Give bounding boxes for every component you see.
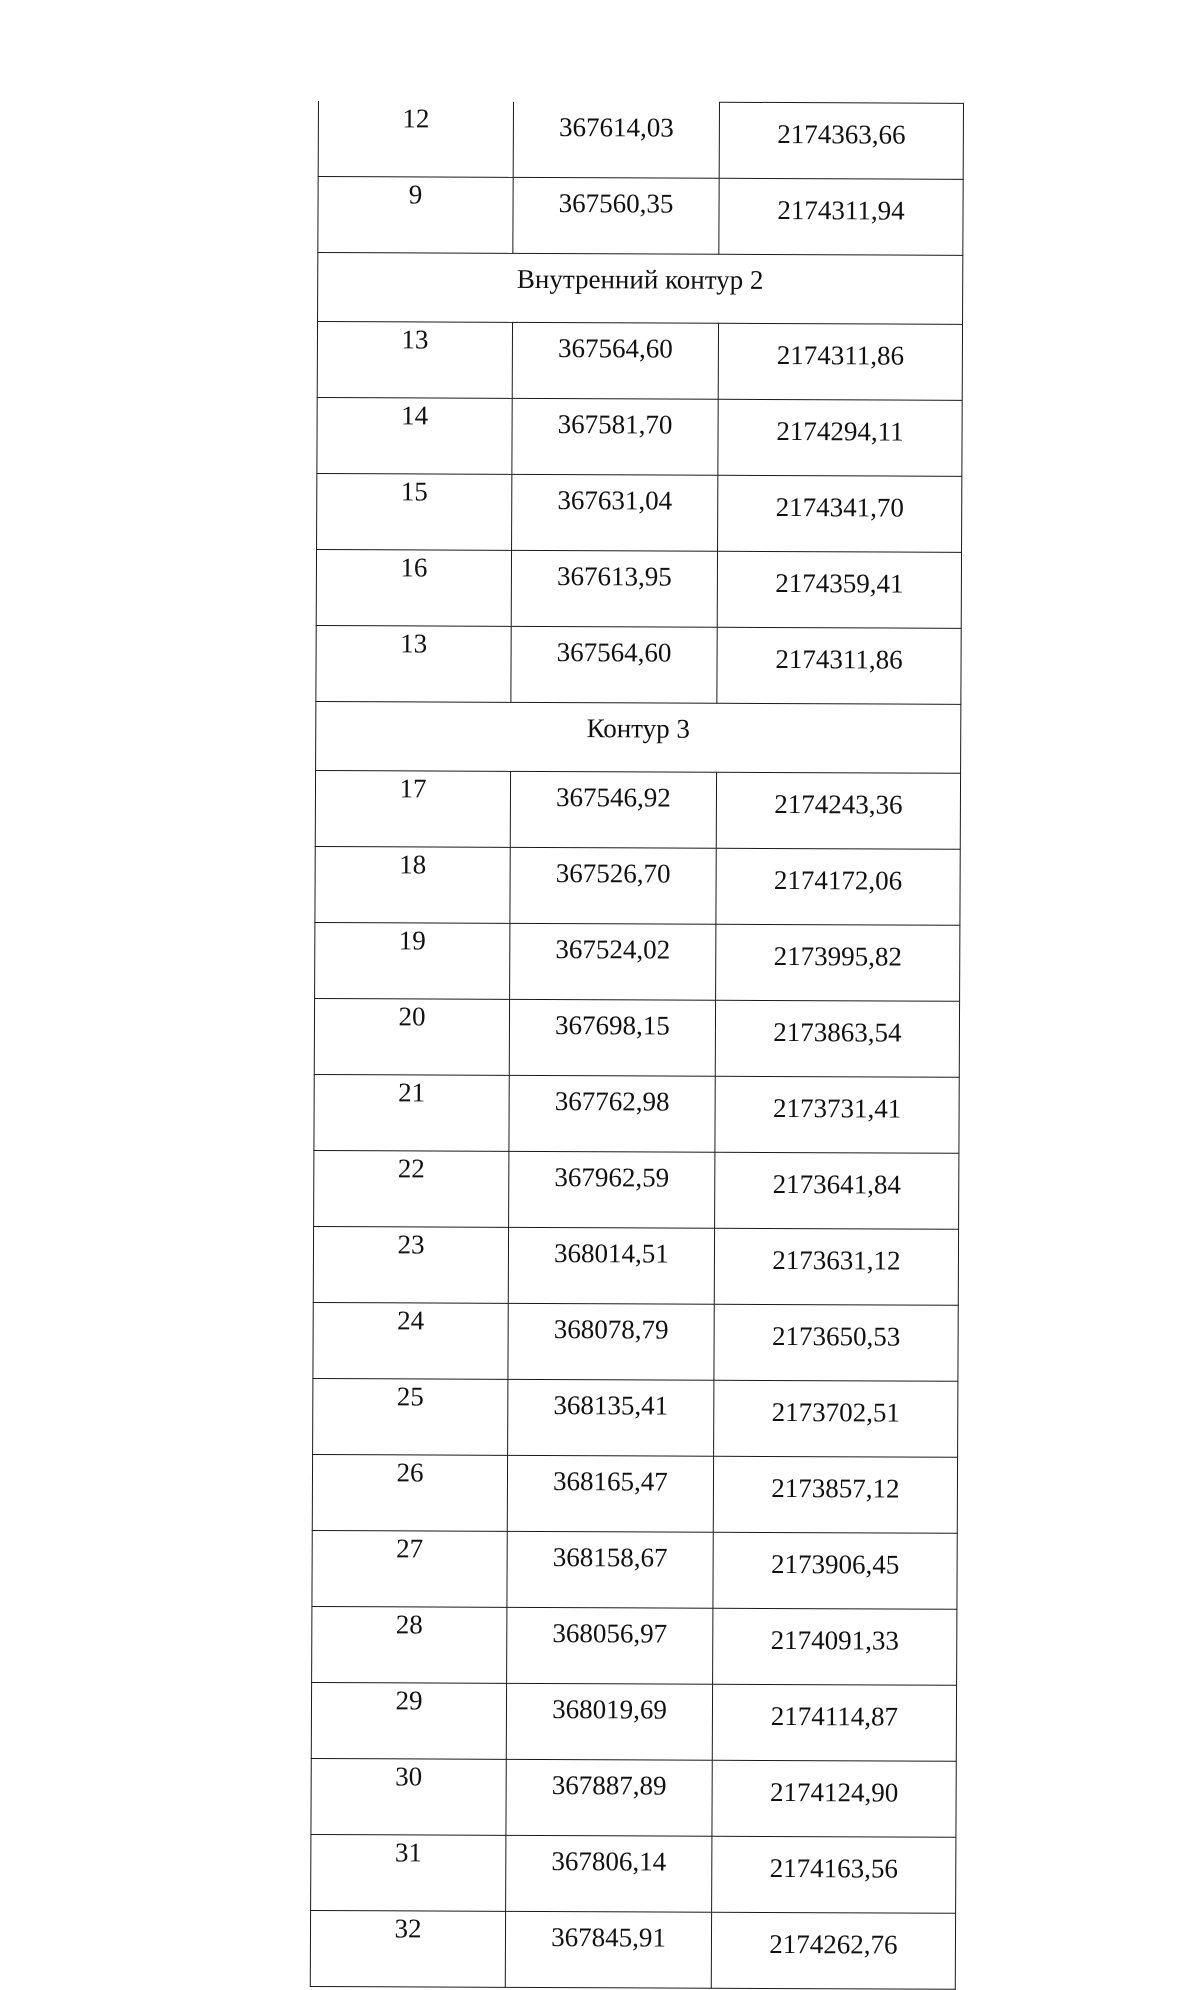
table-row (314, 1150, 959, 1229)
point-number-cell: 29 (311, 1682, 506, 1759)
y-coordinate-cell: 2174114,87 (712, 1684, 956, 1761)
x-coordinate-cell: 367546,92 (510, 771, 716, 848)
x-coordinate-cell: 367698,15 (509, 999, 715, 1076)
x-coordinate-cell: 367564,60 (512, 322, 718, 399)
table-row (317, 473, 962, 552)
point-number-cell: 9 (318, 177, 513, 254)
x-coordinate-cell: 368135,41 (508, 1379, 714, 1456)
point-number-cell: 28 (312, 1606, 507, 1683)
y-coordinate-cell: 2173906,45 (713, 1532, 957, 1609)
point-number-cell: 22 (314, 1150, 509, 1227)
table-row (311, 1758, 956, 1837)
y-coordinate-cell: 2174124,90 (712, 1760, 956, 1837)
table-row (311, 1682, 956, 1761)
x-coordinate-cell: 367762,98 (509, 1075, 715, 1152)
coordinates-table (310, 100, 964, 1990)
section-title: Внутренний контур 2 (318, 253, 963, 325)
x-coordinate-cell: 367614,03 (513, 101, 719, 178)
table-row (313, 1226, 958, 1305)
table-row (313, 1302, 958, 1381)
table-row (312, 1606, 957, 1685)
point-number-cell: 17 (315, 770, 510, 847)
x-coordinate-cell: 368165,47 (507, 1455, 713, 1532)
table-row (317, 322, 962, 401)
point-number-cell: 19 (315, 922, 510, 999)
y-coordinate-cell: 2174341,70 (718, 475, 962, 552)
table-row (313, 1378, 958, 1457)
section-header-row (318, 253, 963, 325)
table-row (314, 1074, 959, 1153)
point-number-cell: 21 (314, 1074, 509, 1151)
y-coordinate-cell: 2173702,51 (714, 1380, 958, 1457)
table-row (312, 1454, 957, 1533)
section-title: Контур 3 (316, 701, 961, 773)
x-coordinate-cell: 367631,04 (512, 474, 718, 551)
point-number-cell: 27 (312, 1530, 507, 1607)
section-header-row (316, 701, 961, 773)
point-number-cell: 18 (315, 846, 510, 923)
point-number-cell: 16 (316, 549, 511, 626)
table-row (315, 846, 960, 925)
table-row (316, 625, 961, 704)
table-row (310, 1910, 955, 1989)
x-coordinate-cell: 367845,91 (505, 1911, 711, 1988)
y-coordinate-cell: 2174359,41 (717, 551, 961, 628)
table-row (318, 101, 963, 180)
point-number-cell: 23 (313, 1226, 508, 1303)
y-coordinate-cell: 2174091,33 (713, 1608, 957, 1685)
x-coordinate-cell: 367613,95 (511, 550, 717, 627)
y-coordinate-cell: 2173995,82 (716, 924, 960, 1001)
point-number-cell: 31 (311, 1834, 506, 1911)
table-row (314, 998, 959, 1077)
table-row (315, 922, 960, 1001)
x-coordinate-cell: 367560,35 (513, 177, 719, 254)
x-coordinate-cell: 367524,02 (510, 923, 716, 1000)
y-coordinate-cell: 2174294,11 (718, 399, 962, 476)
x-coordinate-cell: 367962,59 (509, 1151, 715, 1228)
y-coordinate-cell: 2173731,41 (715, 1076, 959, 1153)
x-coordinate-cell: 368014,51 (508, 1227, 714, 1304)
table-row (316, 549, 961, 628)
table-row (318, 177, 963, 256)
y-coordinate-cell: 2174172,06 (716, 848, 960, 925)
table-row (311, 1834, 956, 1913)
x-coordinate-cell: 367564,60 (511, 626, 717, 703)
point-number-cell: 20 (314, 998, 509, 1075)
y-coordinate-cell: 2173650,53 (714, 1304, 958, 1381)
x-coordinate-cell: 367581,70 (512, 398, 718, 475)
x-coordinate-cell: 368158,67 (507, 1531, 713, 1608)
x-coordinate-cell: 368056,97 (507, 1607, 713, 1684)
coordinates-table-body (310, 101, 963, 1990)
y-coordinate-cell: 2173857,12 (713, 1456, 957, 1533)
y-coordinate-cell: 2174363,66 (719, 102, 963, 179)
x-coordinate-cell: 367806,14 (506, 1835, 712, 1912)
x-coordinate-cell: 367887,89 (506, 1759, 712, 1836)
point-number-cell: 30 (311, 1758, 506, 1835)
point-number-cell: 24 (313, 1302, 508, 1379)
point-number-cell: 25 (313, 1378, 508, 1455)
x-coordinate-cell: 368019,69 (506, 1683, 712, 1760)
table-row (315, 770, 960, 849)
point-number-cell: 26 (312, 1454, 507, 1531)
table-row (312, 1530, 957, 1609)
point-number-cell: 12 (318, 101, 513, 178)
point-number-cell: 13 (317, 322, 512, 399)
y-coordinate-cell: 2173641,84 (715, 1152, 959, 1229)
y-coordinate-cell: 2174243,36 (716, 772, 960, 849)
y-coordinate-cell: 2174311,86 (717, 627, 961, 704)
y-coordinate-cell: 2174163,56 (712, 1836, 956, 1913)
point-number-cell: 13 (316, 625, 511, 702)
y-coordinate-cell: 2173631,12 (714, 1228, 958, 1305)
point-number-cell: 32 (310, 1910, 505, 1987)
y-coordinate-cell: 2174311,94 (719, 178, 963, 255)
y-coordinate-cell: 2174311,86 (718, 323, 962, 400)
x-coordinate-cell: 368078,79 (508, 1303, 714, 1380)
y-coordinate-cell: 2173863,54 (715, 1000, 959, 1077)
x-coordinate-cell: 367526,70 (510, 847, 716, 924)
point-number-cell: 14 (317, 397, 512, 474)
y-coordinate-cell: 2174262,76 (711, 1912, 955, 1989)
point-number-cell: 15 (317, 473, 512, 550)
table-row (317, 397, 962, 476)
